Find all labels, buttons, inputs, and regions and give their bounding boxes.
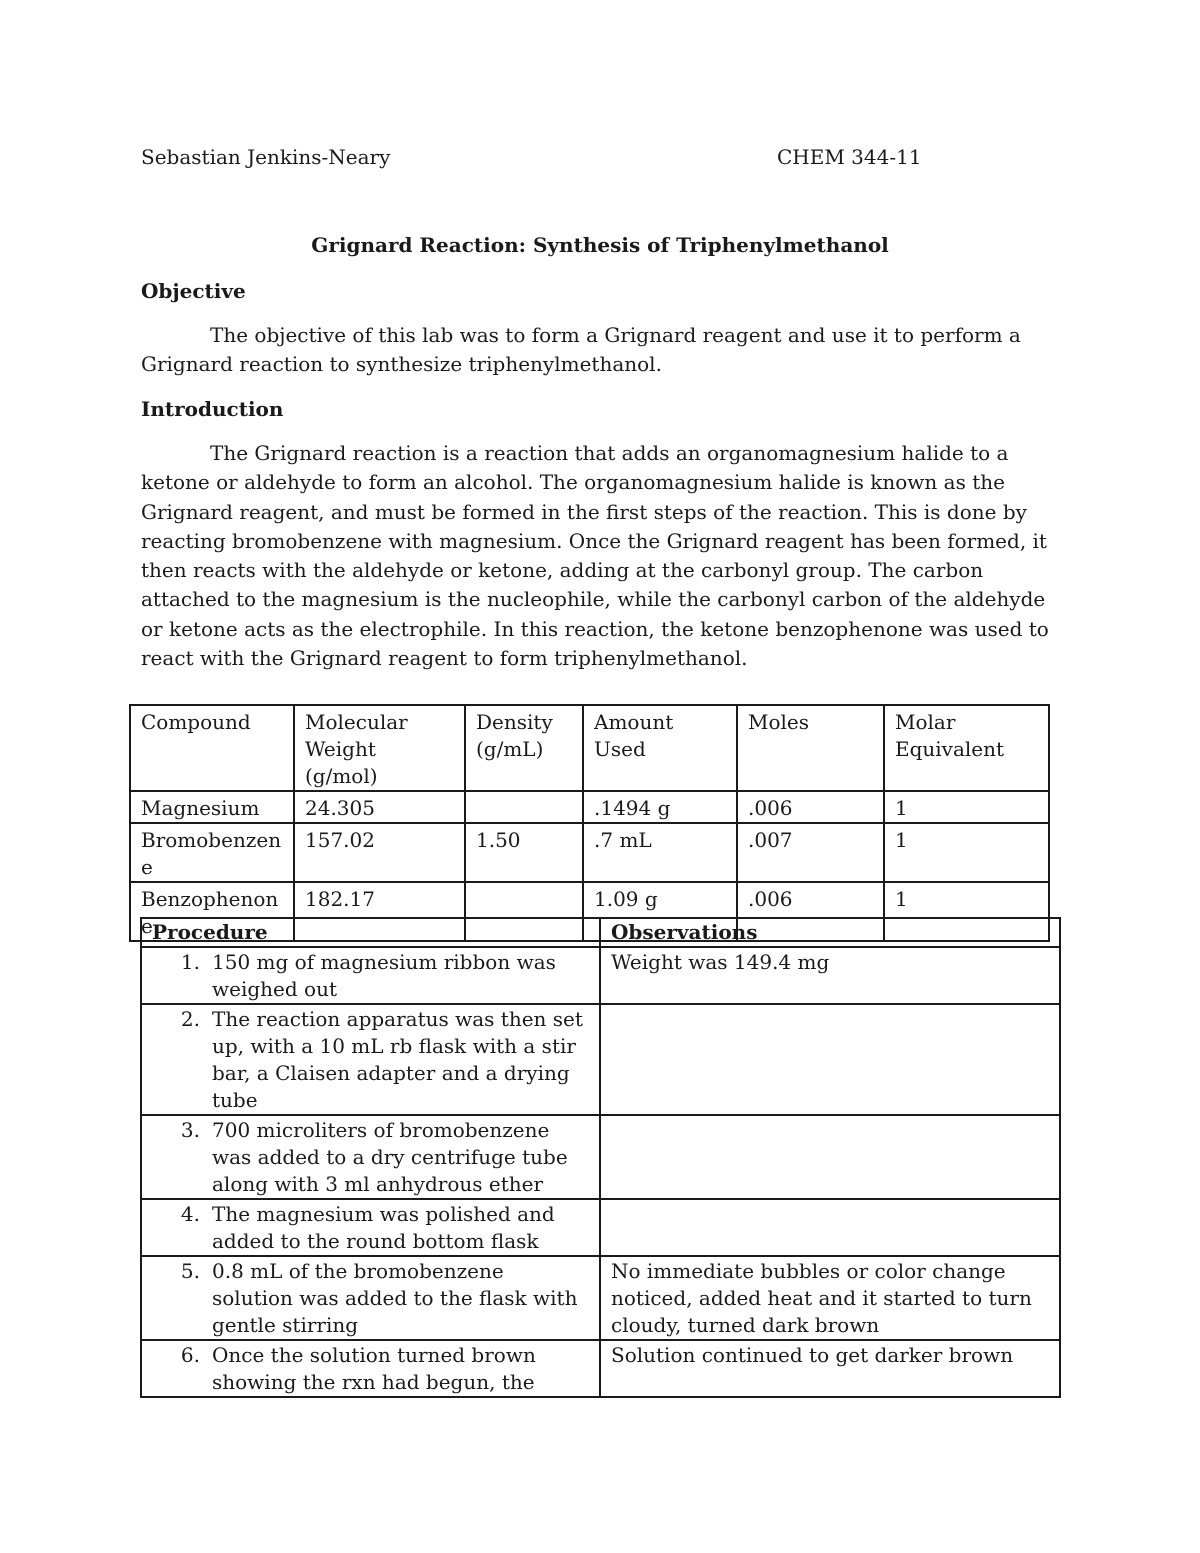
table-cell: .1494 g — [583, 791, 737, 823]
procedure-header: Procedure — [141, 918, 600, 947]
observation-cell — [600, 1115, 1060, 1199]
step-text: The reaction apparatus was then set up, with a 10 mL rb flask with a stir bar, a Claisen adapter and a drying tube — [212, 1007, 583, 1112]
procedure-table — [140, 917, 1061, 1398]
table-cell: Magnesium — [130, 791, 294, 823]
table-cell: 24.305 — [294, 791, 465, 823]
procedure-step — [141, 947, 600, 1004]
step-number: 2. — [180, 1007, 200, 1031]
step-text: 150 mg of magnesium ribbon was weighed out — [212, 950, 556, 1001]
observation-cell — [600, 1199, 1060, 1256]
procedure-step — [141, 1115, 600, 1199]
observation-cell: No immediate bubbles or color change noticed, added heat and it started to turn cloudy, turned dark brown — [600, 1256, 1060, 1340]
step-number: 1. — [180, 950, 200, 974]
step-text: 700 microliters of bromobenzene was added to a dry centrifuge tube along with 3 ml anhydrous ether — [212, 1118, 568, 1196]
step-text: 0.8 mL of the bromobenzene solution was added to the flask with gentle stirring — [212, 1259, 578, 1337]
table-row — [141, 947, 1060, 1004]
procedure-step — [141, 1004, 600, 1115]
observation-cell: Solution continued to get darker brown — [600, 1340, 1060, 1397]
table-row — [130, 823, 1049, 882]
table-cell — [465, 791, 583, 823]
observations-header: Observations — [600, 918, 1060, 947]
procedure-step — [141, 1256, 600, 1340]
author-name: Sebastian Jenkins-Neary — [141, 145, 391, 169]
table-cell: .007 — [737, 823, 884, 882]
header-cell: Molecular Weight (g/mol) — [294, 705, 465, 791]
table-row — [141, 1115, 1060, 1199]
compound-table-header-row — [130, 705, 1049, 791]
table-cell: 157.02 — [294, 823, 465, 882]
step-number: 6. — [180, 1343, 200, 1367]
introduction-heading: Introduction — [141, 397, 284, 421]
table-row — [141, 1199, 1060, 1256]
step-number: 3. — [180, 1118, 200, 1142]
observation-cell: Weight was 149.4 mg — [600, 947, 1060, 1004]
header-cell: Moles — [737, 705, 884, 791]
table-row — [130, 791, 1049, 823]
table-cell: 1.50 — [465, 823, 583, 882]
table-row — [141, 1340, 1060, 1397]
table-cell: .7 mL — [583, 823, 737, 882]
table-cell: .006 — [737, 791, 884, 823]
header-cell: Compound — [130, 705, 294, 791]
step-text: The magnesium was polished and added to the round bottom flask — [212, 1202, 555, 1253]
header-cell: Density (g/mL) — [465, 705, 583, 791]
observation-cell — [600, 1004, 1060, 1115]
header-cell: Molar Equivalent — [884, 705, 1049, 791]
procedure-step — [141, 1199, 600, 1256]
compound-table — [129, 704, 1050, 942]
objective-paragraph: The objective of this lab was to form a Grignard reagent and use it to perform a Grignard reaction to synthesize triphenylmethanol. — [141, 323, 1021, 377]
introduction-paragraph: The Grignard reaction is a reaction that adds an organomagnesium halide to a ketone or aldehyde to form an alcohol. The organomagnesium halide is known as the Grignard reagent, and must be formed in the first steps of the reaction. This is done by reacting bromobenzene with magnesium. Once the Grignard reagent has been formed, it then reacts with the aldehyde or ketone, adding at the carbonyl group. The carbon attached to the magnesium is the nucleophile, while the carbonyl carbon of the aldehyde or ketone acts as the electrophile. In this reaction, the ketone benzophenone was used to react with the Grignard reagent to form triphenylmethanol. — [141, 441, 1049, 671]
procedure-step — [141, 1340, 600, 1397]
step-number: 4. — [180, 1202, 200, 1226]
table-cell: Benzophenone — [130, 882, 294, 941]
document-title: Grignard Reaction: Synthesis of Triphenylmethanol — [311, 233, 889, 257]
objective-heading: Objective — [141, 279, 246, 303]
table-cell: 1 — [884, 791, 1049, 823]
procedure-table-header-row — [141, 918, 1060, 947]
table-row — [141, 1256, 1060, 1340]
table-cell: 182.17 — [294, 882, 465, 941]
table-cell: .006 — [737, 882, 884, 941]
step-text: Once the solution turned brown showing the rxn had begun, the — [212, 1343, 536, 1394]
table-cell: 1 — [884, 823, 1049, 882]
step-number: 5. — [180, 1259, 200, 1283]
table-cell: 1 — [884, 882, 1049, 941]
table-cell: Bromobenzene — [130, 823, 294, 882]
course-code: CHEM 344-11 — [777, 145, 922, 169]
header-cell: Amount Used — [583, 705, 737, 791]
table-row — [141, 1004, 1060, 1115]
table-cell: 1.09 g — [583, 882, 737, 941]
